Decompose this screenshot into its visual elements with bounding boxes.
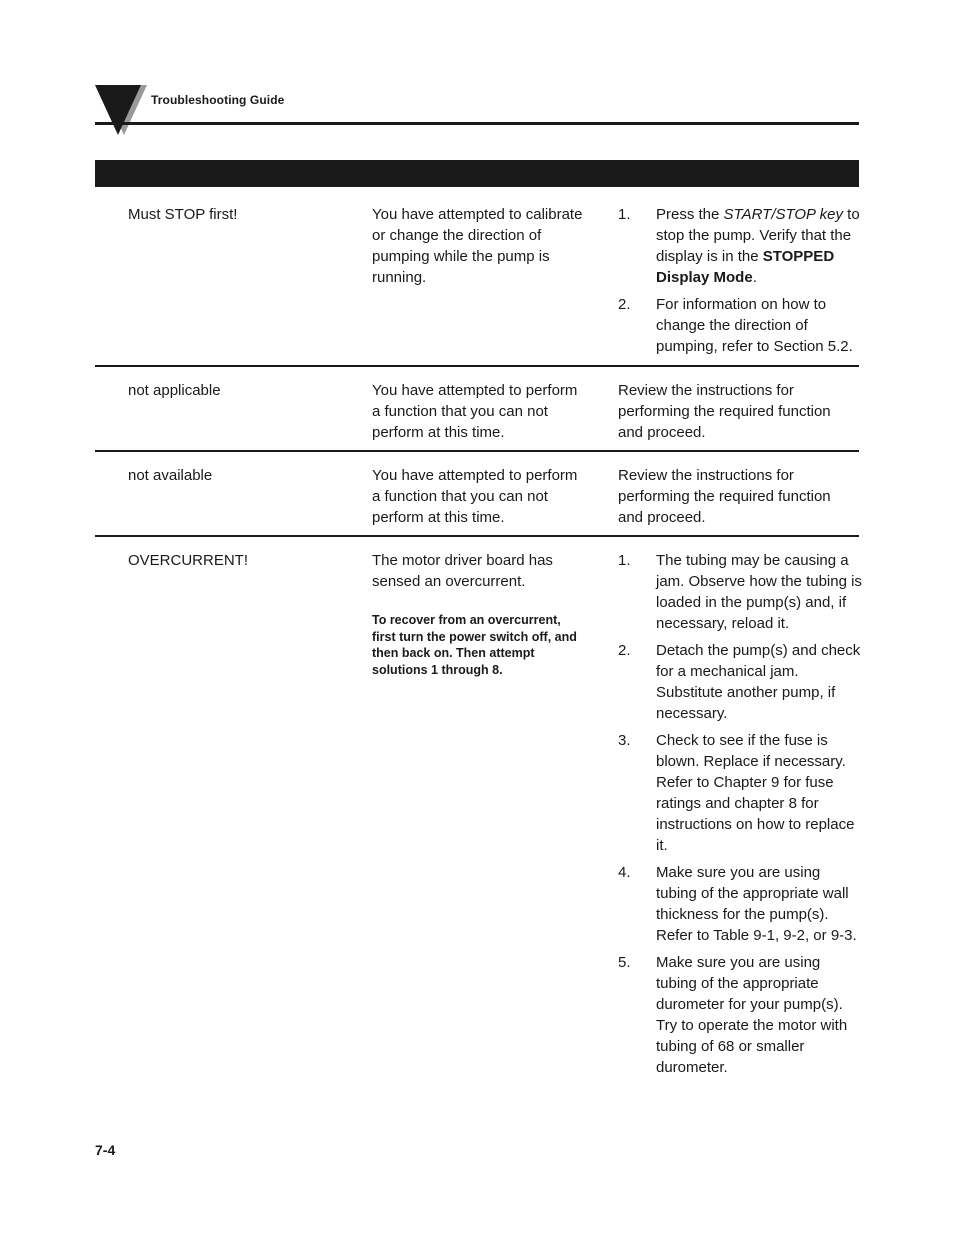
error-solution: Review the instructions for performing the required function and proceed. [618, 467, 831, 526]
solution-text: Detach the pump(s) and check for a mechanical jam. Substitute another pump, if necessary. [656, 642, 861, 722]
error-cause: You have attempted to perform a function that you can not perform at this time. [372, 382, 578, 441]
start-stop-key: START/STOP key [723, 206, 844, 223]
solution-text [656, 204, 863, 288]
solution-text: Make sure you are using tubing of the appropriate wall thickness for the pump(s). Refer to Table 9-1, 9-2, or 9-3. [656, 864, 857, 944]
solution-text: Check to see if the fuse is blown. Replace if necessary. Refer to Chapter 9 for fuse ratings and chapter 8 for instructions on how to replace it. [656, 732, 855, 854]
header-logo-icon [95, 85, 147, 135]
row-divider [95, 535, 859, 537]
solution-item [618, 640, 863, 724]
header-rule [95, 122, 859, 125]
solution-text: The tubing may be causing a jam. Observe how the tubing is loaded in the pump(s) and, if necessary, reload it. [656, 552, 862, 632]
solution-number: 3. [618, 732, 631, 749]
solution-number: 2. [618, 296, 631, 313]
solution-text: For information on how to change the direction of pumping, refer to Section 5.2. [656, 296, 853, 355]
solution-item [618, 550, 863, 634]
solution-text-part: Press the [656, 206, 724, 223]
solution-item [618, 294, 863, 357]
row-divider [95, 365, 859, 367]
solution-number: 5. [618, 954, 631, 971]
error-message: not available [128, 467, 213, 484]
solution-item [618, 862, 863, 946]
solution-text: Make sure you are using tubing of the appropriate durometer for your pump(s). Try to operate the motor with tubing of 68 or smaller durometer. [656, 954, 848, 1076]
solution-number: 1. [618, 552, 631, 569]
error-message: OVERCURRENT! [128, 552, 249, 569]
solution-number: 1. [618, 206, 631, 223]
page-number: 7-4 [95, 1142, 116, 1158]
error-message: Must STOP first! [128, 206, 238, 223]
error-cause [372, 550, 602, 678]
solution-number: 2. [618, 642, 631, 659]
solution-text-part: . [752, 269, 757, 286]
header-title: Troubleshooting Guide [151, 93, 285, 107]
solution-text-part: to stop the pump. Verify that the display is in the [656, 206, 860, 265]
row-divider [95, 450, 859, 452]
solution-item [618, 204, 863, 288]
error-solution: Review the instructions for performing the required function and proceed. [618, 382, 831, 441]
error-message: not applicable [128, 382, 221, 399]
solution-item [618, 730, 863, 856]
cause-text: The motor driver board has sensed an overcurrent. [372, 552, 553, 590]
solution-number: 4. [618, 864, 631, 881]
error-cause: You have attempted to perform a function that you can not perform at this time. [372, 467, 578, 526]
solution-item [618, 952, 863, 1078]
error-cause: You have attempted to calibrate or change the direction of pumping while the pump is running. [372, 206, 583, 286]
error-solution [618, 204, 863, 363]
recovery-note: To recover from an overcurrent, first turn the power switch off, and then back on. Then attempt solutions 1 through 8. [372, 613, 577, 677]
error-solution [618, 550, 863, 1084]
table-header-bar [95, 160, 859, 187]
stopped-display-mode: STOPPED Display Mode [656, 248, 835, 286]
